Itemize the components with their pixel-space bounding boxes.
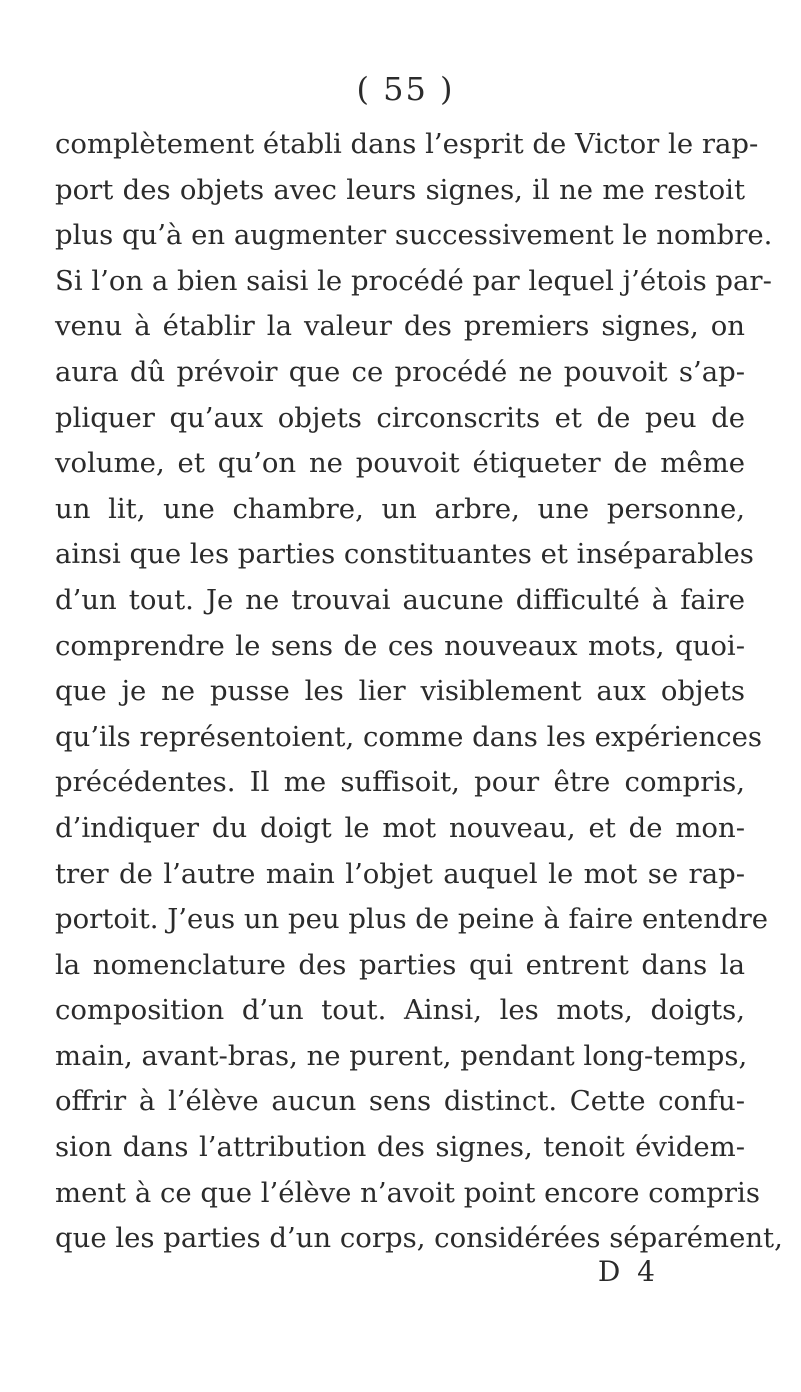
text-line: comprendre le sens de ces nouveaux mots, quoi- [55,629,745,662]
text-line: portoit. J’eus un peu plus de peine à faire entendre [55,903,769,936]
text-line: que je ne pusse les lier visiblement aux objets [55,675,745,708]
text-line: trer de l’autre main l’objet auquel le mot se rap- [55,857,745,890]
text-line: venu à établir la valeur des premiers signes, on [55,310,745,343]
text-line: aura dû prévoir que ce procédé ne pouvoit s’ap- [55,355,745,388]
text-line: précédentes. Il me suffisoit, pour être compris, [55,766,745,799]
text-line: la nomenclature des parties qui entrent dans la [55,948,745,981]
text-line: que les parties d’un corps, considérées séparément, [55,1222,783,1255]
text-line: complètement établi dans l’esprit de Victor le rap- [55,128,759,160]
text-line: d’un tout. Je ne trouvai aucune difficulté à faire [55,583,745,616]
text-line: offrir à l’élève aucun sens distinct. Cette confu- [55,1085,745,1118]
text-line: d’indiquer du doigt le mot nouveau, et de mon- [55,811,745,844]
text-line: composition d’un tout. Ainsi, les mots, doigts, [55,994,745,1027]
text-line: sion dans l’attribution des signes, tenoit évidem- [55,1131,745,1164]
text-line: ment à ce que l’élève n’avoit point encore compris [55,1176,760,1209]
body-text [55,122,783,1262]
text-line: Si l’on a bien saisi le procédé par lequel j’étois par- [55,264,772,297]
text-line: main, avant-bras, ne purent, pendant long-temps, [55,1039,748,1072]
text-line: ainsi que les parties constituantes et inséparables [55,538,754,571]
text-line: qu’ils représentoient, comme dans les expériences [55,720,762,753]
text-line: port des objets avec leurs signes, il ne me restoit [55,173,745,206]
text-line: pliquer qu’aux objets circonscrits et de peu de [55,401,745,434]
text-line: volume, et qu’on ne pouvoit étiqueter de même [55,447,745,480]
text-line: plus qu’à en augmenter successivement le nombre. [55,219,773,252]
signature-mark: D 4 [597,1255,659,1288]
text-line: un lit, une chambre, un arbre, une personne, [55,492,745,525]
page-number: ( 55 ) [356,70,455,108]
